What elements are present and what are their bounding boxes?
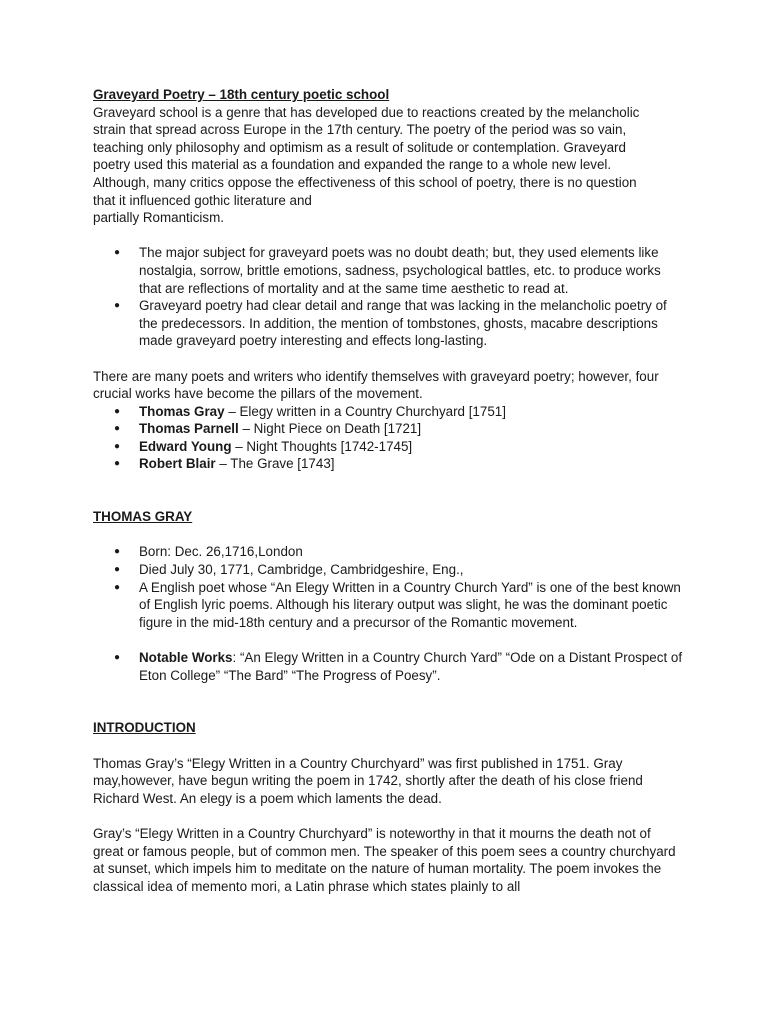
thomas-gray-heading: THOMAS GRAY bbox=[93, 509, 193, 525]
pillar-work: – The Grave [1743] bbox=[215, 456, 335, 472]
pillar-author: Edward Young bbox=[139, 438, 232, 454]
pillar-work: – Night Thoughts [1742-1745] bbox=[231, 438, 413, 454]
notable-works-label: Notable Works bbox=[139, 650, 233, 665]
list-item: ● A English poet whose “An Elegy Written in a Country Church Yard” is one of the best known of English lyric poems. Although his literary output was slight, he was the dominant poetic figure in the mid-18th century and a precursor of the Romantic movement. bbox=[93, 579, 683, 632]
notable-works-text: : “An Elegy Written in a Country Church Yard” “Ode on a Distant Prospect of Eton College” “The Bard” “The Progress of Poesy”. bbox=[139, 650, 683, 683]
intro-line: poetry used this material as a foundation and expanded the range to a whole new level. bbox=[93, 157, 612, 173]
graveyard-intro-paragraph bbox=[93, 104, 683, 227]
pillar-author: Robert Blair bbox=[139, 456, 216, 472]
document-page bbox=[93, 86, 683, 895]
pillar-author: Thomas Gray bbox=[139, 403, 225, 419]
graveyard-heading: Graveyard Poetry – 18th century poetic school bbox=[93, 87, 390, 102]
list-item bbox=[93, 649, 683, 684]
intro-line: Although, many critics oppose the effectiveness of this school of poetry, there is no question bbox=[93, 174, 637, 190]
intro-line: teaching only philosophy and optimism as a result of solitude or contemplation. Graveyard bbox=[93, 139, 626, 155]
introduction-paragraph: Gray’s “Elegy Written in a Country Churchyard” is noteworthy in that it mourns the death not of great or famous people, but of common men. The speaker of this poem sees a country churchyard at sunset, which impels him to meditate on the nature of human mortality. The poem invokes the classical idea of memento mori, a Latin phrase which states plainly to all bbox=[93, 825, 676, 894]
list-item: ● Graveyard poetry had clear detail and range that was lacking in the melancholic poetry of the predecessors. In addition, the mention of tombstones, ghosts, macabre descriptions made graveyard poetry interesting and effects long-lasting. bbox=[93, 297, 683, 350]
list-item: ● The major subject for graveyard poets was no doubt death; but, they used elements like nostalgia, sorrow, brittle emotions, sadness, psychological battles, etc. to produce works that are reflections of mortality and at the same time aesthetic to read at. bbox=[93, 244, 683, 297]
list-item: ● Died July 30, 1771, Cambridge, Cambridgeshire, Eng., bbox=[93, 561, 683, 579]
introduction-paragraph: Thomas Gray’s “Elegy Written in a Country Churchyard” was first published in 1751. Gray may,however, have begun writing the poem in 1742, shortly after the death of his close friend Richard West. An elegy is a poem which laments the dead. bbox=[93, 755, 643, 806]
intro-line: strain that spread across Europe in the 17th century. The poetry of the period was so vain, bbox=[93, 122, 627, 138]
list-item bbox=[93, 420, 683, 438]
introduction-heading: INTRODUCTION bbox=[93, 720, 196, 736]
list-item: ● Born: Dec. 26,1716,London bbox=[93, 543, 683, 561]
pillar-work: – Night Piece on Death [1721] bbox=[238, 421, 422, 437]
list-item bbox=[93, 455, 683, 473]
thomas-gray-facts-list bbox=[93, 543, 683, 631]
pillar-author: Thomas Parnell bbox=[139, 421, 239, 437]
graveyard-points-list bbox=[93, 244, 683, 350]
list-item bbox=[93, 438, 683, 456]
intro-line: partially Romanticism. bbox=[93, 210, 224, 226]
intro-line: that it influenced gothic literature and bbox=[93, 192, 312, 208]
pillars-list bbox=[93, 403, 683, 473]
pillars-intro-paragraph: There are many poets and writers who identify themselves with graveyard poetry; however, four crucial works have become the pillars of the movement. bbox=[93, 368, 659, 402]
pillar-work: – Elegy written in a Country Churchyard [1751] bbox=[224, 403, 506, 419]
list-item bbox=[93, 403, 683, 421]
notable-works-list bbox=[93, 649, 683, 684]
intro-line: Graveyard school is a genre that has developed due to reactions created by the melancholic bbox=[93, 104, 640, 120]
